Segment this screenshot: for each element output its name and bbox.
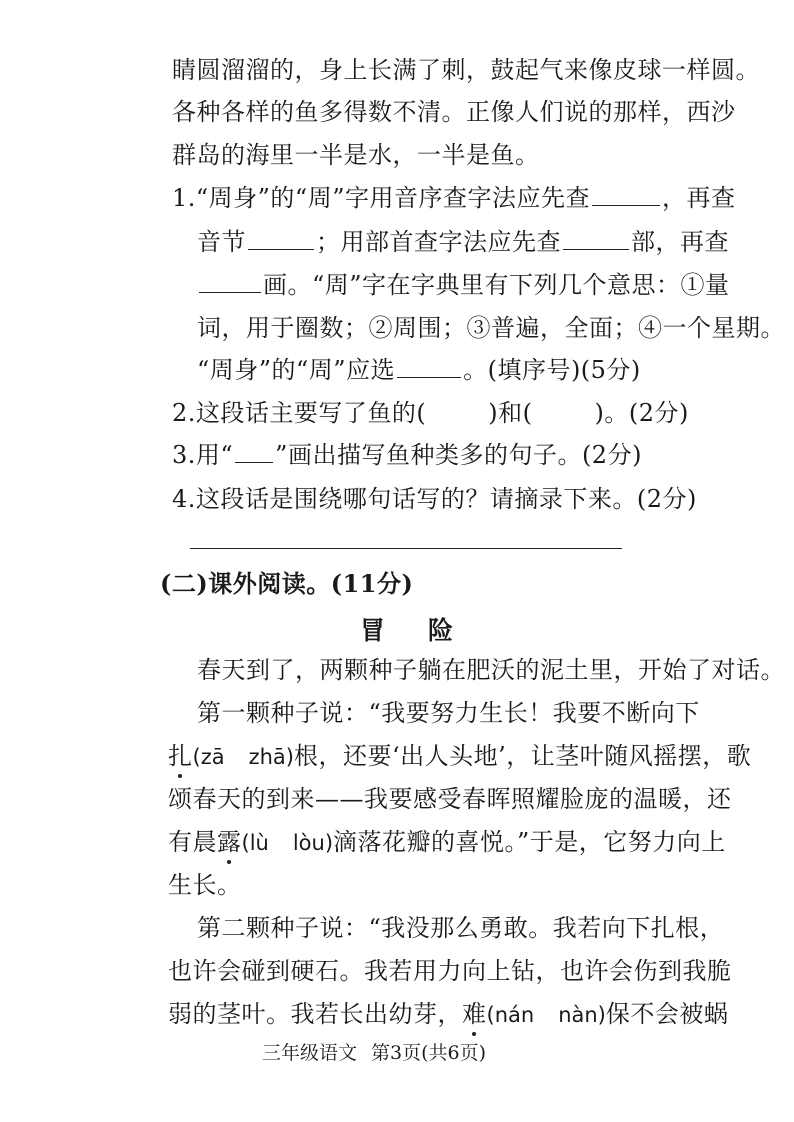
answer-blank-5[interactable]	[397, 357, 461, 378]
question-1-text-f: 画。“周”字在字典里有下列几个意思：①量	[263, 271, 730, 299]
story-paragraph-2-line-3: 颂春天的到来——我要感受春晖照耀脸庞的温暖，还	[168, 785, 732, 813]
question-1-line-4: 词，用于圈数；②周围；③普遍，全面；④一个星期。	[197, 314, 785, 342]
pinyin-option-2[interactable]: nàn)	[558, 1003, 606, 1027]
pinyin-option-1[interactable]: (nán	[486, 1003, 535, 1027]
story-paragraph-2-line-2	[168, 741, 751, 772]
question-1-line-3	[197, 270, 730, 300]
pinyin-option-1[interactable]: (lù	[241, 831, 269, 855]
pinyin-option-2[interactable]: zhā)	[248, 745, 294, 769]
question-3-text-b: ”画出描写鱼种类多的句子。(2分)	[275, 441, 642, 469]
story-text: 保不会被蜗	[605, 1000, 729, 1028]
question-1-text-a: 1.“周身”的“周”字用音序查字法应先查	[172, 184, 590, 212]
answer-blank-4[interactable]	[199, 272, 261, 293]
answer-blank-3[interactable]	[563, 229, 629, 250]
story-title-char-1: 冒	[360, 616, 387, 645]
pinyin-option-2[interactable]: lòu)	[292, 831, 334, 855]
annotated-char-lu: 露	[217, 828, 242, 856]
question-1-line-1	[172, 183, 735, 213]
story-paragraph-2-line-4	[168, 827, 726, 858]
passage-line-2: 各种各样的鱼多得数不清。正像人们说的那样，西沙	[172, 98, 736, 126]
annotated-char-nan: 难	[462, 1000, 487, 1028]
answer-blank-1[interactable]	[592, 185, 660, 206]
underline-sample	[235, 442, 273, 463]
story-paragraph-2-line-5: 生长。	[168, 871, 242, 899]
pinyin-choice-zha	[193, 745, 295, 769]
passage-line-1: 睛圆溜溜的，身上长满了刺，鼓起气来像皮球一样圆。	[172, 56, 760, 84]
story-paragraph-3-line-3	[168, 999, 728, 1030]
pinyin-choice-lu	[242, 831, 334, 855]
question-1-line-5	[197, 355, 641, 385]
section-2-title: (二)课外阅读。(11分)	[160, 569, 414, 598]
story-title	[360, 611, 454, 647]
pinyin-choice-nan	[487, 1003, 606, 1027]
story-text: 根，还要‘出人头地’，让茎叶随风摇摆，歌	[294, 742, 752, 770]
question-1-text-b: ，再查	[661, 184, 736, 212]
question-2-text-b: )和(	[488, 399, 533, 427]
story-paragraph-2-line-1: 第一颗种子说：“我要努力生长！我要不断向下	[197, 699, 700, 727]
question-1-text-c: 音节	[197, 228, 246, 256]
footer-subject: 三年级语文	[262, 1042, 358, 1064]
passage-line-3: 群岛的海里一半是水，一半是鱼。	[172, 141, 540, 169]
question-1-line-2	[197, 227, 729, 257]
story-text: 滴落花瓣的喜悦。”于是，它努力向上	[333, 828, 726, 856]
question-2-text-a: 2.这段话主要写了鱼的(	[172, 399, 427, 427]
question-1-text-e: 部，再查	[631, 228, 729, 256]
story-text: 弱的茎叶。我若长出幼芽，	[168, 1000, 462, 1028]
story-title-char-2: 险	[428, 616, 455, 645]
story-paragraph-1: 春天到了，两颗种子躺在肥沃的泥土里，开始了对话。	[197, 656, 785, 684]
story-paragraph-3-line-2: 也许会碰到硬石。我若用力向上钻，也许会伤到我脆	[168, 957, 732, 985]
question-2-text-c: )。(2分)	[594, 399, 689, 427]
question-1-text-d: ；用部首查字法应先查	[316, 228, 561, 256]
footer-page-number: 第3页(共6页)	[371, 1042, 487, 1064]
question-3	[172, 440, 642, 470]
pinyin-option-1[interactable]: (zā	[192, 745, 225, 769]
question-3-text-a: 3.用“	[172, 441, 234, 469]
answer-line-q4[interactable]	[190, 548, 622, 549]
story-text: 有晨	[168, 828, 217, 856]
page-footer	[262, 1040, 486, 1066]
question-1-text-g: “周身”的“周”应选	[197, 356, 396, 384]
question-1-text-h: 。(填序号)(5分)	[463, 356, 641, 384]
annotated-char-zha: 扎	[168, 742, 193, 770]
answer-blank-2[interactable]	[248, 229, 314, 250]
question-4: 4.这段话是围绕哪句话写的？请摘录下来。(2分)	[172, 485, 697, 513]
story-paragraph-3-line-1: 第二颗种子说：“我没那么勇敢。我若向下扎根，	[197, 914, 725, 942]
question-2	[172, 398, 689, 428]
